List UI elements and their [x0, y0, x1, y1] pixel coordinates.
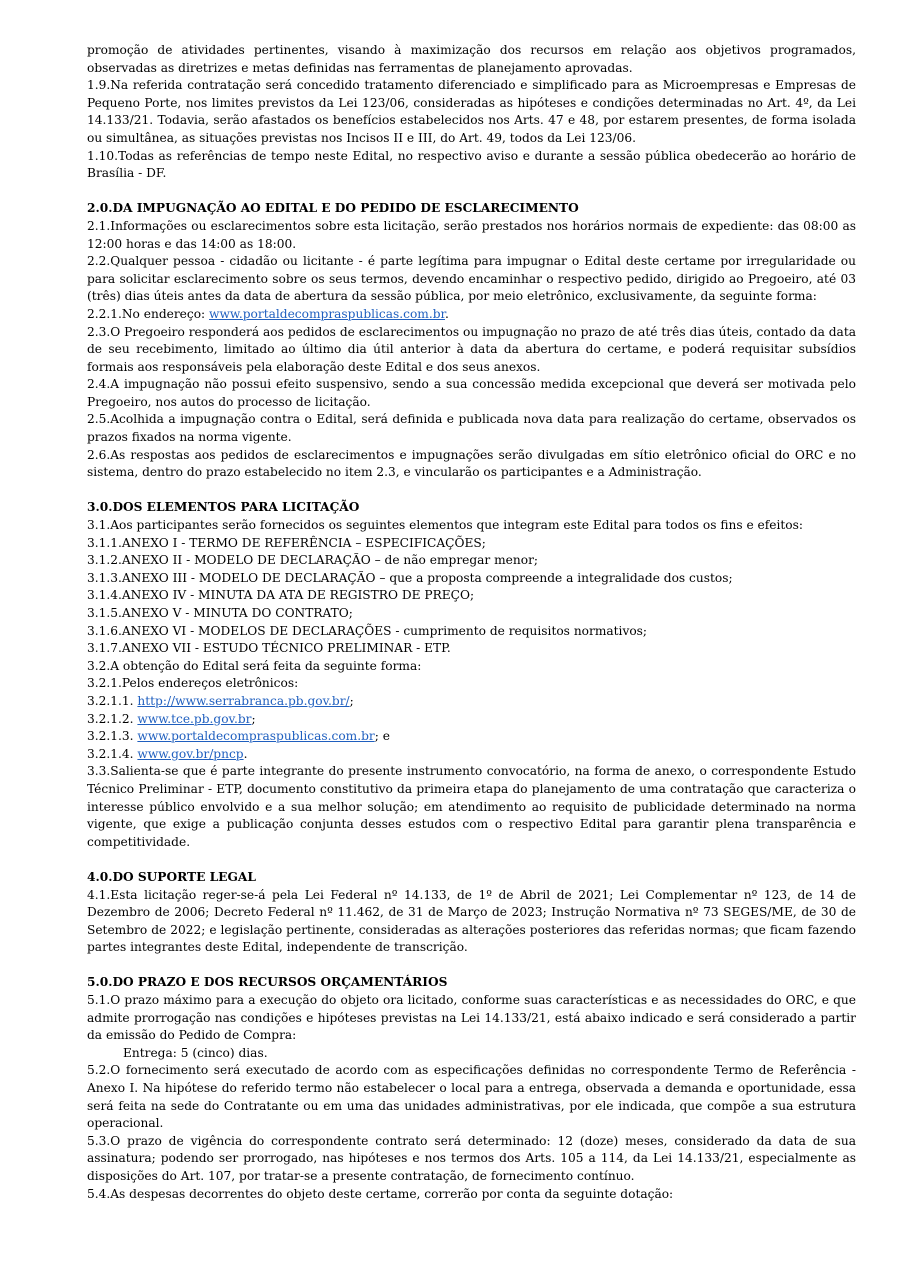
- pncp-link[interactable]: www.gov.br/pncp: [137, 746, 244, 761]
- section-4-heading: 4.0.DO SUPORTE LEGAL: [87, 869, 256, 884]
- section-5-heading: 5.0.DO PRAZO E DOS RECURSOS ORÇAMENTÁRIOS: [87, 975, 448, 990]
- link-item: [87, 693, 856, 711]
- paragraph-2-3: 2.3.O Pregoeiro responderá aos pedidos de esclarecimentos ou impugnação no prazo de até três dias úteis, contado da data de seu recebimento, limitado ao último dia útil anterior à data da abertura do certame, e poderá requisitar subsídios formais aos responsáveis pela elaboração deste Edital e dos seus anexos.: [87, 324, 856, 374]
- paragraph-5-1: 5.1.O prazo máximo para a execução do objeto ora licitado, conforme suas características e as necessidades do ORC, e que admite prorrogação nas condições e hipóteses previstas na Lei 14.133/21, está abaixo indicado e será considerado a partir da emissão do Pedido de Compra:: [87, 993, 856, 1043]
- link-item: [87, 711, 856, 729]
- annex-item: 3.1.4.ANEXO IV - MINUTA DA ATA DE REGISTRO DE PREÇO;: [87, 588, 475, 603]
- paragraph-5-4: 5.4.As despesas decorrentes do objeto deste certame, correrão por conta da seguinte dotação:: [87, 1186, 674, 1201]
- link-item-end: ; e: [374, 729, 390, 744]
- paragraph-3-2-1: 3.2.1.Pelos endereços eletrônicos:: [87, 676, 299, 691]
- link-item-number: 3.2.1.4.: [87, 746, 138, 761]
- paragraph-1-9: 1.9.Na referida contratação será concedido tratamento diferenciado e simplificado para as Microempresas e Empresas de Pequeno Porte, nos limites previstos da Lei 123/06, consideradas as hipóteses e condições determinadas no Art. 4º, da Lei 14.133/21. Todavia, serão afastados os benefícios estabelecidos nos Arts. 47 e 48, por estarem presentes, de forma isolada ou simultânea, as situações previstas nos Incisos II e III, do Art. 49, todos da Lei 123/06.: [87, 78, 856, 145]
- paragraph-5-2: 5.2.O fornecimento será executado de acordo com as especificações definidas no correspondente Termo de Referência - Anexo I. Na hipótese do referido termo não estabelecer o local para a entrega, observada a demanda e oportunidade, essa será feita na sede do Contratante ou em uma das unidades administrativas, por ele indicada, que compõe a sua estrutura operacional.: [87, 1063, 856, 1131]
- link-item: [87, 728, 856, 746]
- link-item: [87, 746, 856, 764]
- paragraph-3-3: 3.3.Salienta-se que é parte integrante do presente instrumento convocatório, na forma de anexo, o correspondente Estudo Técnico Preliminar - ETP, documento constitutivo da primeira etapa do planejamento de uma contratação que caracteriza o interesse público envolvido e a sua melhor solução; em atendimento ao requisito de publicidade determinado na norma vigente, que exige a publicação conjunta desses estudos com o respectivo Edital para garantir plena transparência e competitividade.: [87, 764, 856, 849]
- paragraph-2-2-1-end: .: [445, 306, 449, 321]
- spacer: [87, 957, 856, 975]
- annex-item: 3.1.5.ANEXO V - MINUTA DO CONTRATO;: [87, 606, 353, 620]
- spacer: [87, 482, 856, 500]
- paragraph-2-4: 2.4.A impugnação não possui efeito suspensivo, sendo a sua concessão medida excepcional que deverá ser motivada pelo Pregoeiro, nos autos do processo de licitação.: [87, 377, 856, 409]
- paragraph-3-1: 3.1.Aos participantes serão fornecidos os seguintes elementos que integram este Edital para todos os fins e efeitos:: [87, 518, 803, 533]
- tce-link[interactable]: www.tce.pb.gov.br: [137, 711, 252, 726]
- paragraph-5-3: 5.3.O prazo de vigência do correspondente contrato será determinado: 12 (doze) meses, considerado da data de sua assinatura; podendo ser prorrogado, nas hipóteses e nos termos dos Arts. 105 a 114, da Lei 14.133/21, especialmente as disposições do Art. 107, por tratar-se a presente contratação, de fornecimento contínuo.: [87, 1133, 856, 1183]
- serrabranca-link[interactable]: http://www.serrabranca.pb.gov.br/: [137, 693, 350, 708]
- delivery-term: Entrega: 5 (cinco) dias.: [123, 1045, 268, 1060]
- paragraph-2-2: 2.2.Qualquer pessoa - cidadão ou licitante - é parte legítima para impugnar o Edital deste certame por irregularidade ou para solicitar esclarecimento sobre os seus termos, devendo encaminhar o respectivo pedido, dirigido ao Pregoeiro, até 03 (três) dias úteis antes da data de abertura da sessão pública, por meio eletrônico, exclusivamente, da seguinte forma:: [87, 254, 856, 304]
- paragraph-2-2-1-label: 2.2.1.No endereço:: [87, 306, 210, 321]
- annex-item: 3.1.6.ANEXO VI - MODELOS DE DECLARAÇÕES - cumprimento de requisitos normativos;: [87, 623, 648, 638]
- paragraph-1-8-continuation: promoção de atividades pertinentes, visando à maximização dos recursos em relação aos objetivos programados, observadas as diretrizes e metas definidas nas ferramentas de planejamento aprovadas.: [87, 43, 856, 75]
- link-item-end: ;: [349, 693, 354, 708]
- section-2-heading: 2.0.DA IMPUGNAÇÃO AO EDITAL E DO PEDIDO DE ESCLARECIMENTO: [87, 201, 579, 216]
- paragraph-2-1: 2.1.Informações ou esclarecimentos sobre esta licitação, serão prestados nos horários normais de expediente: das 08:00 as 12:00 horas e das 14:00 as 18:00.: [87, 218, 856, 251]
- portal-compras-link[interactable]: www.portaldecompraspublicas.com.br: [137, 729, 375, 744]
- annex-item: 3.1.3.ANEXO III - MODELO DE DECLARAÇÃO – que a proposta compreende a integralidade dos custos;: [87, 570, 733, 585]
- spacer: [87, 183, 856, 201]
- annex-item: 3.1.2.ANEXO II - MODELO DE DECLARAÇÃO – de não empregar menor;: [87, 553, 539, 568]
- link-item-number: 3.2.1.2.: [87, 711, 138, 726]
- paragraph-2-6: 2.6.As respostas aos pedidos de esclarecimentos e impugnações serão divulgadas em sítio eletrônico oficial do ORC e no sistema, dentro do prazo estabelecido no item 2.3, e vincularão os participantes e a Administração.: [87, 447, 856, 480]
- link-item-number: 3.2.1.1.: [87, 693, 138, 708]
- link-item-number: 3.2.1.3.: [87, 729, 138, 744]
- annex-item: 3.1.1.ANEXO I - TERMO DE REFERÊNCIA – ESPECIFICAÇÕES;: [87, 535, 486, 550]
- document-body: [87, 42, 856, 1203]
- portal-compras-link[interactable]: www.portaldecompraspublicas.com.br: [209, 306, 446, 321]
- paragraph-3-2: 3.2.A obtenção do Edital será feita da seguinte forma:: [87, 658, 422, 673]
- section-3-heading: 3.0.DOS ELEMENTOS PARA LICITAÇÃO: [87, 500, 360, 515]
- annex-item: 3.1.7.ANEXO VII - ESTUDO TÉCNICO PRELIMINAR - ETP.: [87, 641, 451, 656]
- paragraph-2-2-1: [87, 306, 856, 324]
- link-item-end: ;: [251, 711, 256, 726]
- paragraph-2-5: 2.5.Acolhida a impugnação contra o Edital, será definida e publicada nova data para realização do certame, observados os prazos fixados na norma vigente.: [87, 412, 856, 445]
- paragraph-1-10: 1.10.Todas as referências de tempo neste Edital, no respectivo aviso e durante a sessão pública obedecerão ao horário de Brasília - DF.: [87, 148, 856, 181]
- paragraph-4-1: 4.1.Esta licitação reger-se-á pela Lei Federal nº 14.133, de 1º de Abril de 2021; Lei Complementar nº 123, de 14 de Dezembro de 2006; Decreto Federal nº 11.462, de 31 de Março de 2023; Instrução Normativa nº 73 SEGES/ME, de 30 de Setembro de 2022; e legislação pertinente, consideradas as alterações posteriores das referidas normas; que ficam fazendo partes integrantes deste Edital, independente de transcrição.: [87, 887, 856, 955]
- link-item-end: .: [243, 746, 248, 761]
- spacer: [87, 851, 856, 869]
